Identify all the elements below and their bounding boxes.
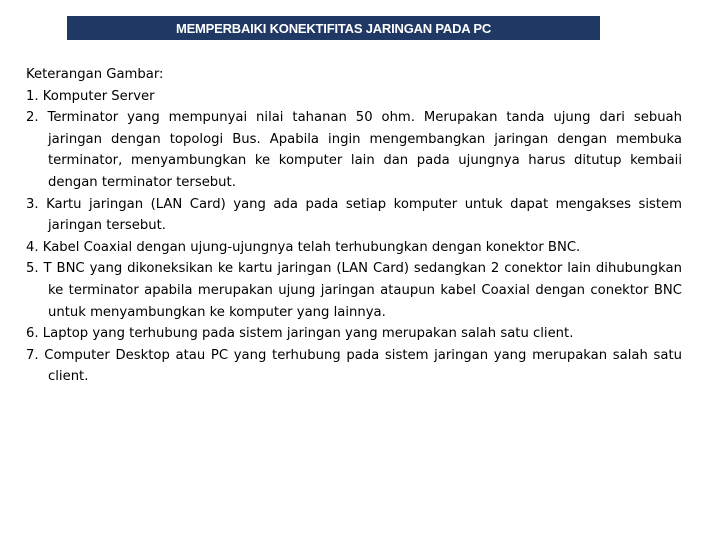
list-item-5: 5. T BNC yang dikoneksikan ke kartu jaringan (LAN Card) sedangkan 2 conektor lain dihubungkan ke terminator apabila merupakan ujung jaringan ataupun kabel Coaxial dengan conektor BNC untuk menyambungkan ke komputer yang lainnya. (26, 261, 682, 320)
list-item-1: 1. Komputer Server (26, 88, 155, 104)
content-body (26, 64, 682, 388)
list-item-3: 3. Kartu jaringan (LAN Card) yang ada pada setiap komputer untuk dapat mengakses sistem jaringan tersebut. (26, 196, 682, 234)
caption-heading: Keterangan Gambar: (26, 67, 164, 82)
title-bar (67, 16, 600, 40)
description-list (26, 86, 682, 388)
list-item-2: 2. Terminator yang mempunyai nilai tahanan 50 ohm. Merupakan tanda ujung dari sebuah jaringan dengan topologi Bus. Apabila ingin mengembangkan jaringan dengan membuka terminator, menyambungkan ke komputer lain dan pada ujungnya harus ditutup kembaii dengan terminator tersebut. (26, 110, 682, 190)
list-item-4: 4. Kabel Coaxial dengan ujung-ujungnya telah terhubungkan dengan konektor BNC. (26, 239, 581, 255)
list-item-6: 6. Laptop yang terhubung pada sistem jaringan yang merupakan salah satu client. (26, 326, 574, 342)
slide-title: MEMPERBAIKI KONEKTIFITAS JARINGAN PADA PC (175, 20, 492, 36)
list-item-7: 7. Computer Desktop atau PC yang terhubung pada sistem jaringan yang merupakan salah satu client. (26, 347, 682, 385)
